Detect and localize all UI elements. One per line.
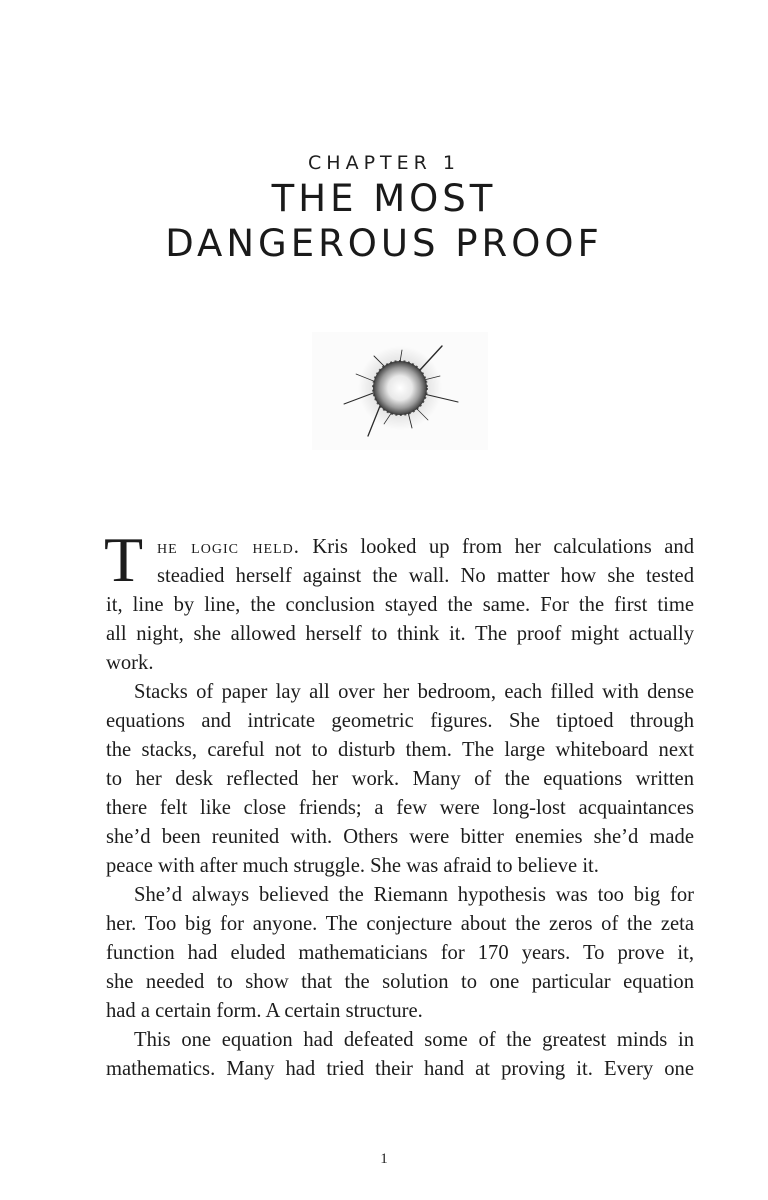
chapter-label: CHAPTER 1 [308, 152, 460, 174]
chapter-title-line-1: THE MOST [271, 177, 497, 220]
page-number: 1 [380, 1151, 388, 1167]
text-line: function had eluded mathematicians for 170 years. To prove it, [106, 942, 694, 964]
text-line: had a certain form. A certain structure. [106, 1000, 423, 1022]
body-text [104, 524, 694, 1084]
chapter-title-line-2: DANGEROUS PROOF [165, 222, 603, 265]
opening-smallcaps: he logic held. [157, 536, 300, 558]
text-line: she needed to show that the solution to one particular equation [106, 971, 694, 993]
text-line: Stacks of paper lay all over her bedroom, each filled with dense [134, 681, 694, 703]
text-line: she’d been reunited with. Others were bitter enemies she’d made [106, 826, 694, 848]
text-line: all night, she allowed herself to think it. The proof might actually [106, 623, 694, 645]
text-line: steadied herself against the wall. No matter how she tested [157, 565, 694, 587]
chapter-title [0, 176, 768, 266]
text-line: mathematics. Many had tried their hand at proving it. Every one [106, 1058, 694, 1080]
text-line: This one equation had defeated some of the greatest minds in [134, 1029, 694, 1051]
text-line: She’d always believed the Riemann hypothesis was too big for [134, 884, 694, 906]
text-line: there felt like close friends; a few were long-lost acquaintances [106, 797, 694, 819]
text-line: work. [106, 652, 154, 674]
text-line [106, 533, 694, 562]
text-line: her. Too big for anyone. The conjecture about the zeros of the zeta [106, 913, 694, 935]
drop-cap: T [104, 524, 144, 595]
starburst-icon [312, 332, 488, 450]
text-line: peace with after much struggle. She was afraid to believe it. [106, 855, 599, 877]
text-line: equations and intricate geometric figures. She tiptoed through [106, 710, 694, 732]
text-line: it, line by line, the conclusion stayed the same. For the first time [106, 594, 694, 616]
text-line: the stacks, careful not to disturb them. The large whiteboard next [106, 739, 694, 761]
text-line-segment: Kris looked up from her calculations and [299, 536, 694, 558]
text-line: to her desk reflected her work. Many of the equations written [106, 768, 694, 790]
